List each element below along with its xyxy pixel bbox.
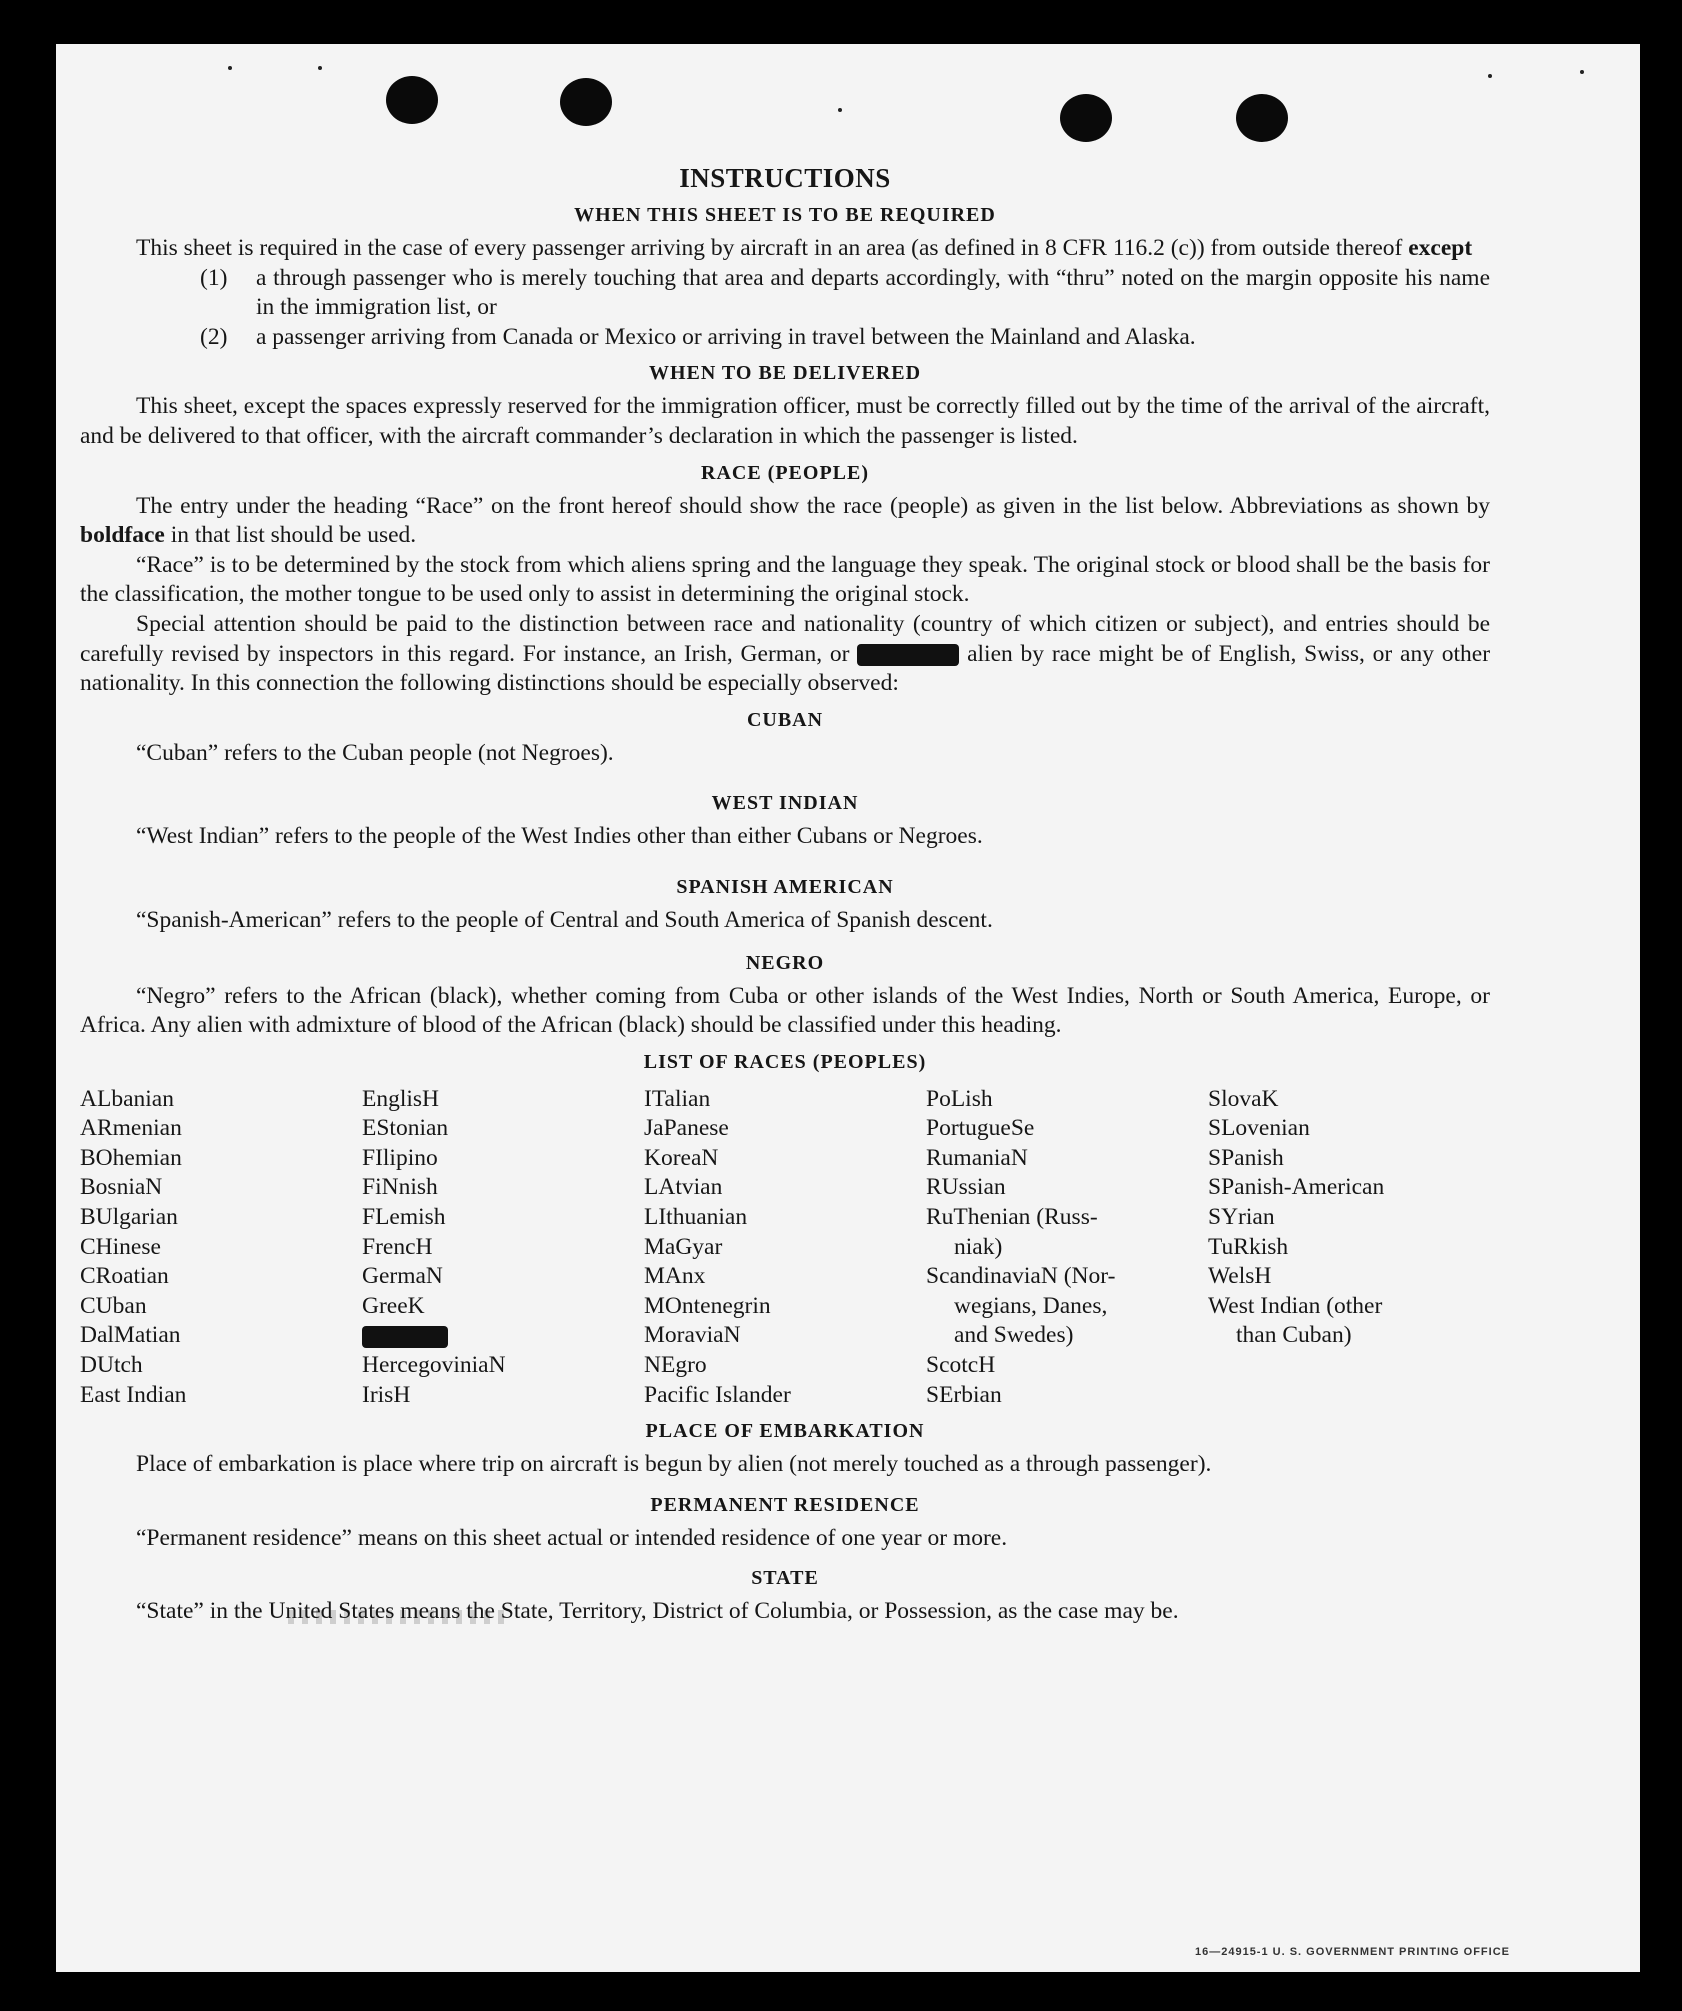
race-item: EStonian (362, 1115, 449, 1142)
heading-state: STATE (751, 1567, 819, 1590)
embarkation-text: Place of embarkation is place where trip on aircraft is begun by alien (not merely touched as a through passenger). (136, 1451, 1212, 1478)
required-intro-text: This sheet is required in the case of every passenger arriving by aircraft in an area (as defined in 8 CFR 116.2 (c)) from outside thereof (136, 235, 1403, 261)
race-item: MaGyar (644, 1233, 723, 1260)
race-item: Pacific Islander (644, 1381, 791, 1408)
race-item: RumaniaN (926, 1144, 1028, 1171)
race-item: ScandinaviaN (Nor- (926, 1263, 1116, 1290)
item-number: (2) (200, 323, 228, 350)
race-item: CUban (80, 1292, 147, 1319)
race-paragraph-2: “Race” is to be determined by the stock from which aliens spring and the language they speak. The original stock or blood shall be the basis for the classification, the mother tongue to be used only to assist in determining the original stock. (80, 551, 1490, 608)
document-sheet (56, 44, 1640, 1972)
race-item: JaPanese (644, 1115, 729, 1142)
redaction-mark (857, 644, 959, 666)
race-p1-a: The entry under the heading “Race” on the front hereof should show the race (people) as given in the list below. Abbreviations as shown by (136, 492, 1490, 519)
race-item: wegians, Danes, (954, 1292, 1108, 1319)
race-item: GermaN (362, 1263, 443, 1290)
punch-hole-2 (560, 78, 612, 126)
heading-race: RACE (PEOPLE) (701, 461, 869, 484)
race-item: MOntenegrin (644, 1292, 771, 1319)
race-item: IrisH (362, 1381, 411, 1408)
speck (228, 66, 232, 70)
west-indian-text: “West Indian” refers to the people of the West Indies other than either Cubans or Negroes. (136, 823, 983, 850)
race-item: WelsH (1208, 1263, 1272, 1290)
spanish-american-text: “Spanish-American” refers to the people of Central and South America of Spanish descent. (136, 906, 993, 933)
heading-negro: NEGRO (745, 951, 825, 974)
race-item: LIthuanian (644, 1204, 748, 1231)
heading-when-delivered: WHEN TO BE DELIVERED (648, 362, 922, 385)
race-item: RUssian (926, 1174, 1006, 1201)
races-column-4 (926, 1085, 1208, 1411)
negro-text: “Negro” refers to the African (black), whether coming from Cuba or other islands of the West Indies, North or South America, Europe, or Africa. Any alien with admixture of blood of the African (black) should be classified under this heading. (80, 982, 1490, 1039)
race-item: PortugueSe (926, 1115, 1035, 1142)
race-item: West Indian (other (1208, 1292, 1383, 1319)
races-column-2 (362, 1085, 644, 1411)
required-item-2 (200, 323, 1490, 353)
race-item: EnglisH (362, 1085, 440, 1112)
race-paragraph-1 (80, 492, 1490, 551)
heading-cuban: CUBAN (746, 708, 824, 731)
race-paragraph-3 (80, 610, 1490, 699)
race-item: East Indian (80, 1381, 187, 1408)
race-item: LAtvian (644, 1174, 723, 1201)
heading-spanish-american: SPANISH AMERICAN (676, 875, 894, 898)
race-item: TuRkish (1208, 1233, 1289, 1260)
heading-permanent-residence: PERMANENT RESIDENCE (650, 1493, 920, 1516)
print-footer: 16—24915-1 U. S. GOVERNMENT PRINTING OFFICE (1194, 1946, 1510, 1958)
race-item: SlovaK (1208, 1085, 1279, 1112)
required-intro (80, 234, 1490, 264)
punch-hole-3 (1060, 94, 1112, 142)
race-p1-b: in that list should be used. (170, 522, 417, 549)
required-item-1 (200, 264, 1490, 323)
race-item: CHinese (80, 1233, 161, 1260)
heading-place-of-embarkation: PLACE OF EMBARKATION (645, 1420, 925, 1443)
item-number: (1) (200, 264, 228, 291)
race-item: RuThenian (Russ- (926, 1204, 1098, 1231)
races-column-5 (1208, 1085, 1490, 1411)
heading-list-of-races: LIST OF RACES (PEOPLES) (643, 1050, 927, 1073)
race-item: GreeK (362, 1292, 425, 1319)
race-item: SErbian (926, 1381, 1002, 1408)
race-item: SLovenian (1208, 1115, 1310, 1142)
race-item: DUtch (80, 1352, 143, 1379)
redaction-mark (362, 1326, 448, 1348)
race-item: SPanish-American (1208, 1174, 1385, 1201)
race-item: MAnx (644, 1263, 706, 1290)
races-column-3 (644, 1085, 926, 1411)
race-item: BUlgarian (80, 1204, 178, 1231)
heading-when-required: WHEN THIS SHEET IS TO BE REQUIRED (574, 204, 996, 226)
item-text: a passenger arriving from Canada or Mexico or arriving in travel between the Mainland and Alaska. (256, 323, 1196, 350)
punch-hole-1 (386, 76, 438, 124)
speck (1488, 74, 1492, 78)
race-item: FiNnish (362, 1174, 438, 1201)
race-item: ITalian (644, 1085, 711, 1112)
race-p3-a: Special attention should be paid to the distinction between race and nationality (country of which citizen or subject), and entries should be carefully revised by inspectors in this regard. For instance, an Irish, German, or (80, 610, 1490, 667)
item-text: a through passenger who is merely touching that area and departs accordingly, with “thru” noted on the margin opposite his name in the immigration list, or (256, 264, 1490, 321)
race-item: and Swedes) (954, 1322, 1074, 1349)
document-content (80, 162, 1490, 1627)
race-item: DalMatian (80, 1322, 181, 1349)
race-item: MoraviaN (644, 1322, 741, 1349)
race-item: than Cuban) (1236, 1322, 1352, 1349)
heading-west-indian: WEST INDIAN (711, 792, 859, 815)
race-item: KoreaN (644, 1144, 719, 1171)
race-item: SPanish (1208, 1144, 1284, 1171)
race-item: ARmenian (80, 1115, 182, 1142)
required-intro-except: except (1408, 235, 1473, 261)
race-item-redacted (362, 1321, 644, 1351)
speck (838, 108, 842, 112)
races-list (80, 1085, 1490, 1411)
race-item: FrencH (362, 1233, 433, 1260)
race-item: NEgro (644, 1352, 707, 1379)
race-item: niak) (954, 1233, 1003, 1260)
punch-hole-4 (1236, 94, 1288, 142)
race-item: BOhemian (80, 1144, 182, 1171)
cuban-text: “Cuban” refers to the Cuban people (not Negroes). (136, 739, 614, 766)
speck (1580, 70, 1584, 74)
race-item: BosniaN (80, 1174, 163, 1201)
race-item: FIlipino (362, 1144, 438, 1171)
speck (318, 66, 322, 70)
race-p1-bold: boldface (80, 522, 165, 549)
race-item: PoLish (926, 1085, 993, 1112)
residence-text: “Permanent residence” means on this sheet actual or intended residence of one year or more. (136, 1524, 1008, 1551)
race-item: CRoatian (80, 1263, 169, 1290)
race-item: SYrian (1208, 1204, 1275, 1231)
race-item: HercegoviniaN (362, 1352, 506, 1379)
state-text: “State” in the United States means the State, Territory, District of Columbia, or Possession, as the case may be. (136, 1598, 1179, 1625)
race-item: ScotcH (926, 1352, 996, 1379)
race-item: FLemish (362, 1204, 446, 1231)
race-item: ALbanian (80, 1085, 174, 1112)
page-title: INSTRUCTIONS (679, 163, 891, 193)
delivered-text: This sheet, except the spaces expressly reserved for the immigration officer, must be correctly filled out by the time of the arrival of the aircraft, and be delivered to that officer, with the aircraft commander’s declaration in which the passenger is listed. (80, 393, 1490, 449)
race-p3-b: alien by race might be of English, Swiss, or any other nationality. In this connection the following distinctions should be especially observed: (80, 640, 1491, 697)
races-column-1 (80, 1085, 362, 1411)
